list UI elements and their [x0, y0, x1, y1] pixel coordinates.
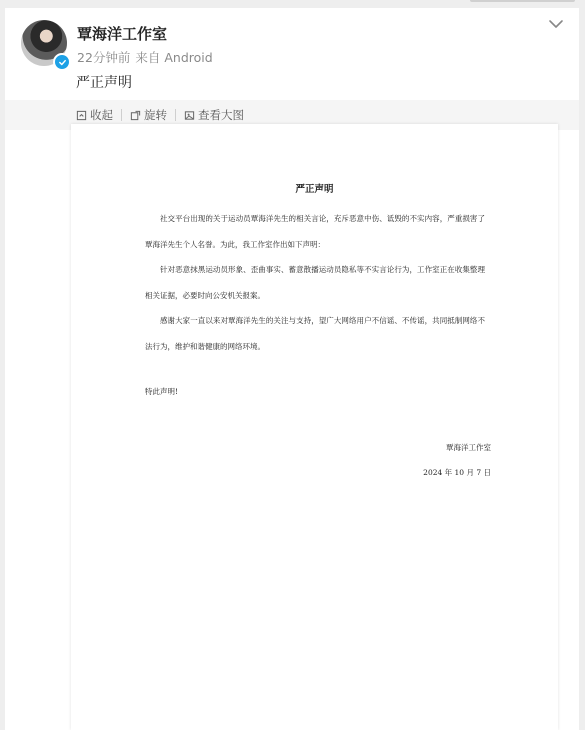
post-time: 22分钟前	[77, 50, 131, 65]
document-date: 2024 年 10 月 7 日	[423, 468, 491, 477]
view-large-button[interactable]	[184, 107, 244, 123]
view-large-label: 查看大图	[198, 108, 244, 122]
chevron-down-icon[interactable]	[548, 18, 564, 30]
statement-image[interactable]	[71, 124, 558, 730]
document-paragraph: 感谢大家一直以来对覃海洋先生的关注与支持，望广大网络用户不信谣、不传谣，共同抵制网络不法行为，维护和谐健康的网络环境。	[145, 316, 485, 351]
document-title: 严正声明	[295, 184, 334, 195]
top-edge-bar	[470, 0, 575, 2]
document-paragraph: 社交平台出现的关于运动员覃海洋先生的相关言论，充斥恶意中伤、诋毁的不实内容，严重损害了覃海洋先生个人名誉。为此，我工作室作出如下声明：	[145, 214, 485, 249]
post-source: 来自 Android	[135, 50, 213, 65]
verified-badge-icon	[53, 53, 71, 71]
collapse-button[interactable]	[76, 107, 113, 123]
document-paragraph: 针对恶意抹黑运动员形象、歪曲事实、蓄意散播运动员隐私等不实言论行为，工作室正在收集整理相关证据，必要时向公安机关报案。	[145, 265, 485, 300]
rotate-button[interactable]	[130, 107, 167, 123]
author-name[interactable]: 覃海洋工作室	[77, 25, 168, 43]
toolbar-divider	[175, 109, 176, 121]
toolbar-divider	[121, 109, 122, 121]
rotate-icon	[130, 110, 141, 121]
view-large-icon	[184, 110, 195, 121]
document-signature: 覃海洋工作室	[446, 443, 491, 452]
document-closing: 特此声明!	[145, 387, 179, 396]
collapse-label: 收起	[90, 108, 113, 122]
post-text: 严正声明	[76, 75, 132, 91]
rotate-label: 旋转	[144, 108, 167, 122]
collapse-icon	[76, 110, 87, 121]
post-meta	[77, 48, 213, 66]
